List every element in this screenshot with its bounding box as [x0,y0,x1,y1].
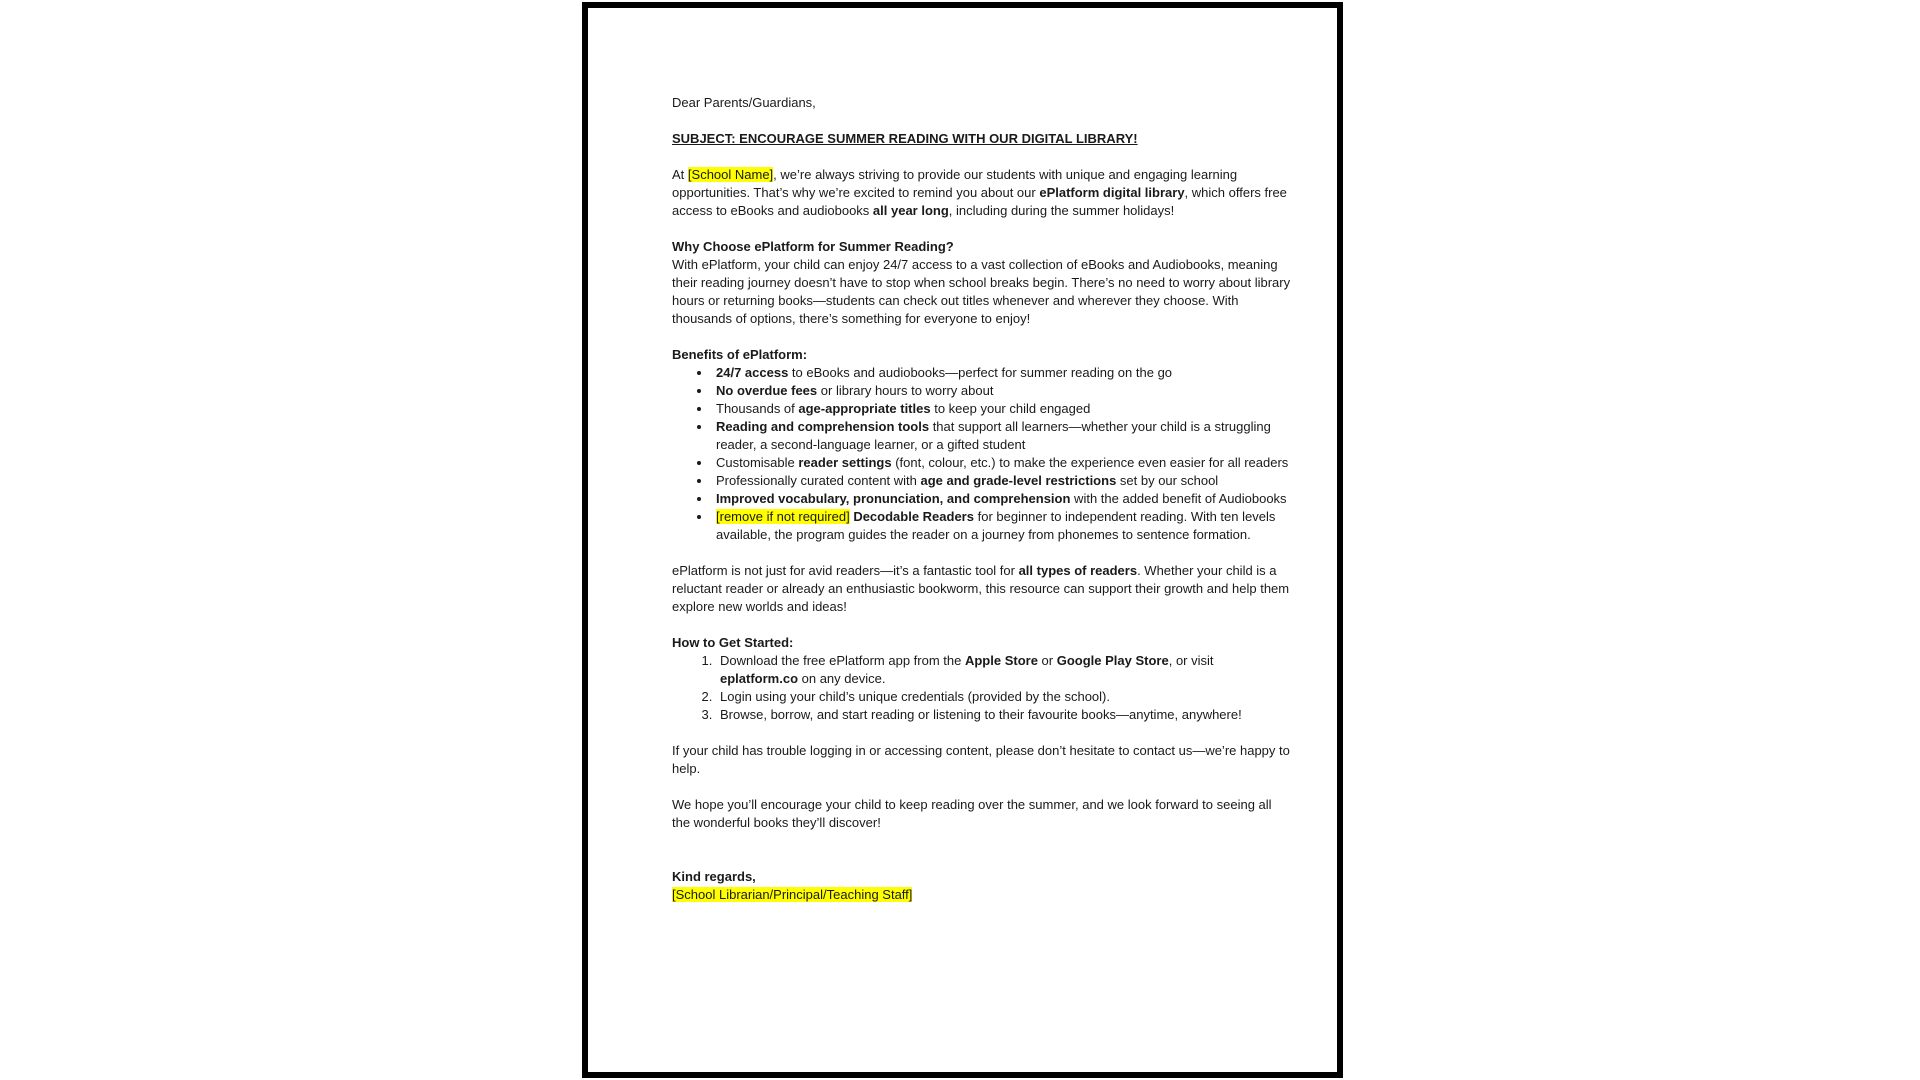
letter-page [582,2,1343,1078]
text-run: Browse, borrow, and start reading or listening to their favourite books—anytime, anywhere! [720,707,1242,722]
text-run-bold: Decodable Readers [853,509,974,524]
text-run-bold: eplatform.co [720,671,799,686]
text-run: for beginner to independent reading. With ten levels available, the program guides the reader on a journey from phonemes to sentence formation. [716,509,1276,542]
benefit-item [712,490,1292,508]
text-run-bold: all year long [872,203,949,218]
text-run-bold: age and grade-level restrictions [920,473,1117,488]
text-run-bold: Improved vocabulary, pronunciation, and comprehension [716,491,1071,506]
step-item [716,652,1292,688]
school-name-placeholder: [School Name] [687,167,774,182]
hope-paragraph: We hope you’ll encourage your child to keep reading over the summer, and we look forward to seeing all the wonderful books they’ll discover! [672,797,1272,830]
text-run: (font, colour, etc.) to make the experience even easier for all readers [891,455,1289,470]
text-run-bold: Google Play Store [1056,653,1169,668]
text-run-bold: 24/7 access [716,365,789,380]
text-run: that support all learners—whether your child is a struggling reader, a second-language learner, or a gifted student [716,419,1271,452]
text-run: Professionally curated content with [716,473,921,488]
letter-content [588,8,1337,904]
why-paragraph: With ePlatform, your child can enjoy 24/7 access to a vast collection of eBooks and Audiobooks, meaning their reading journey doesn’t have to stop when school breaks begin. There’s no need to worry about library hours or returning books—students can check out titles whenever and wherever they choose. With thousands of options, there’s something for everyone to enjoy! [672,257,1291,326]
why-section [672,238,1292,328]
benefit-item [712,382,1292,400]
benefit-item [712,400,1292,418]
benefit-item [712,454,1292,472]
text-run-bold: Apple Store [964,653,1038,668]
support-paragraph: If your child has trouble logging in or accessing content, please don’t hesitate to contact us—we’re happy to help. [672,743,1290,776]
text-run: , we’re always striving to provide our students with unique and engaging learning opportunities. That’s why we’re excited to remind you about our [672,167,1238,200]
text-run: . Whether your child is a reluctant reader or already an enthusiastic bookworm, this resource can support their growth and help them explore new worlds and ideas! [672,563,1290,614]
intro-paragraph [672,166,1292,220]
benefits-section [672,346,1292,544]
text-run-bold: ePlatform digital library [1039,185,1185,200]
text-run-bold: Reading and comprehension tools [716,419,930,434]
text-run: Customisable [716,455,799,470]
text-run: Thousands of [716,401,799,416]
why-heading: Why Choose ePlatform for Summer Reading? [672,239,954,254]
get-started-section [672,634,1292,724]
text-run: ePlatform is not just for avid readers—it’s a fantastic tool for [672,563,1019,578]
text-run: Download the free ePlatform app from the [720,653,965,668]
text-run: set by our school [1116,473,1219,488]
step-item [716,706,1292,724]
text-run: or library hours to worry about [817,383,994,398]
step-item [716,688,1292,706]
get-started-heading: How to Get Started: [672,635,794,650]
text-run-bold: all types of readers [1018,563,1138,578]
text-run: , which offers free access to eBooks and audiobooks [672,185,1287,218]
remove-if-not-required-placeholder: [remove if not required] [716,509,850,524]
text-run: , or visit [1168,653,1214,668]
text-run: with the added benefit of Audiobooks [1070,491,1287,506]
benefit-item [712,472,1292,490]
text-run: , including during the summer holidays! [948,203,1175,218]
text-run: At [672,167,688,182]
text-run: or [1037,653,1057,668]
text-run-bold: reader settings [798,455,892,470]
benefits-heading: Benefits of ePlatform: [672,347,808,362]
salutation: Dear Parents/Guardians, [672,95,816,110]
get-started-list [672,652,1292,724]
text-run-bold: No overdue fees [716,383,818,398]
text-run-bold: age-appropriate titles [798,401,931,416]
subject-line: SUBJECT: ENCOURAGE SUMMER READING WITH OUR DIGITAL LIBRARY! [672,131,1138,146]
benefit-item [712,418,1292,454]
signature-line [672,886,1292,904]
text-run: to keep your child engaged [930,401,1091,416]
text-run: to eBooks and audiobooks—perfect for summer reading on the go [788,365,1173,380]
text-run: Login using your child’s unique credentials (provided by the school). [720,689,1110,704]
signature-placeholder: [School Librarian/Principal/Teaching Staff] [672,887,913,902]
closing: Kind regards, [672,869,756,884]
all-readers-paragraph [672,562,1292,616]
text-run: on any device. [798,671,886,686]
benefits-list [672,364,1292,544]
benefit-item [712,508,1292,544]
benefit-item [712,364,1292,382]
